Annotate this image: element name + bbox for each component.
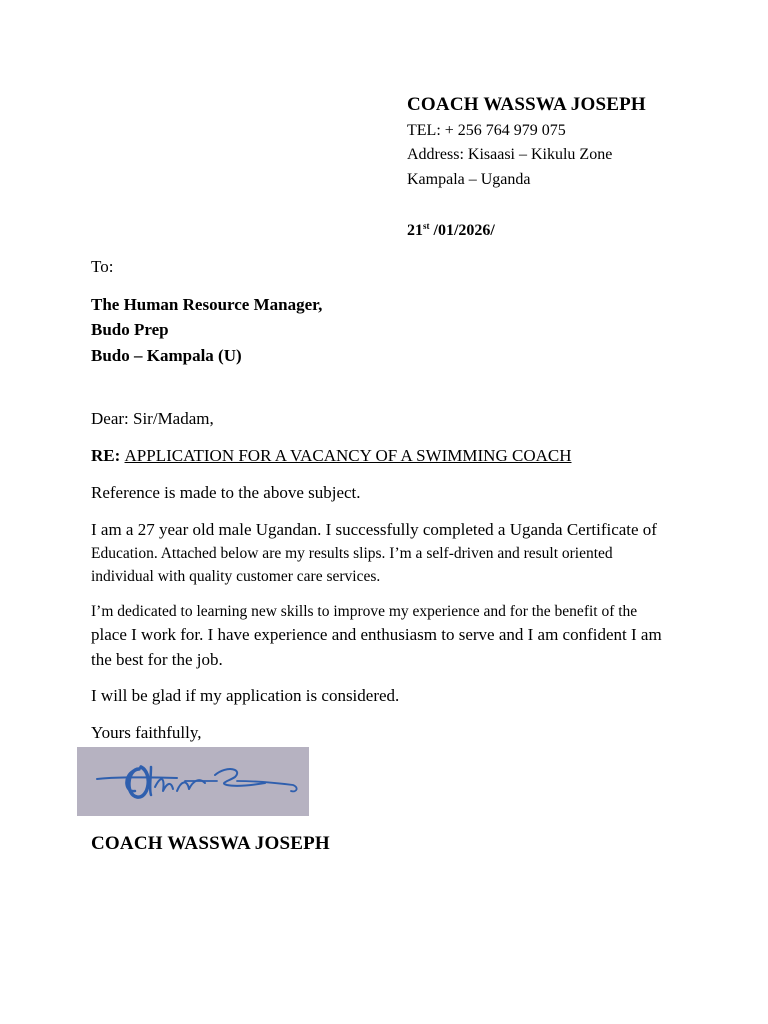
subject-prefix: RE:: [91, 446, 125, 465]
recipient-org: Budo Prep: [91, 320, 169, 339]
paragraph-closing-note: I will be glad if my application is considered.: [91, 686, 400, 705]
paragraph-intro-line3: individual with quality customer care services.: [91, 568, 381, 585]
signer-name: COACH WASSWA JOSEPH: [91, 833, 330, 854]
subject-text: APPLICATION FOR A VACANCY OF A SWIMMING COACH: [124, 446, 572, 465]
paragraph-dedication-line3: the best for the job.: [91, 650, 223, 669]
recipient-title: The Human Resource Manager,: [91, 295, 323, 314]
paragraph-reference: Reference is made to the above subject.: [91, 483, 361, 502]
recipient-location: Budo – Kampala (U): [91, 346, 242, 365]
paragraph-intro-line1: I am a 27 year old male Ugandan. I successfully completed a Uganda Certificate of: [91, 520, 657, 539]
subject-line: [91, 446, 572, 466]
sender-name: COACH WASSWA JOSEPH: [407, 94, 646, 115]
sender-address: Address: Kisaasi – Kikulu Zone: [407, 146, 613, 163]
date-suffix: st: [423, 221, 430, 231]
paragraph-intro-line2: Education. Attached below are my results slips. I’m a self-driven and result oriented: [91, 545, 613, 562]
letter-date: [407, 221, 495, 240]
salutation: Dear: Sir/Madam,: [91, 409, 214, 428]
signature-icon: [77, 747, 309, 816]
sender-city: Kampala – Uganda: [407, 171, 531, 188]
sender-tel: TEL: + 256 764 979 075: [407, 122, 566, 139]
paragraph-dedication-line2: place I work for. I have experience and enthusiasm to serve and I am confident I am: [91, 625, 662, 644]
closing-phrase: Yours faithfully,: [91, 723, 202, 742]
paragraph-dedication-line1: I’m dedicated to learning new skills to improve my experience and for the benefit of the: [91, 603, 638, 620]
signature-image: [77, 747, 309, 816]
to-label: To:: [91, 257, 114, 276]
date-day: 21: [407, 222, 423, 239]
date-rest: /01/2026/: [429, 222, 495, 239]
